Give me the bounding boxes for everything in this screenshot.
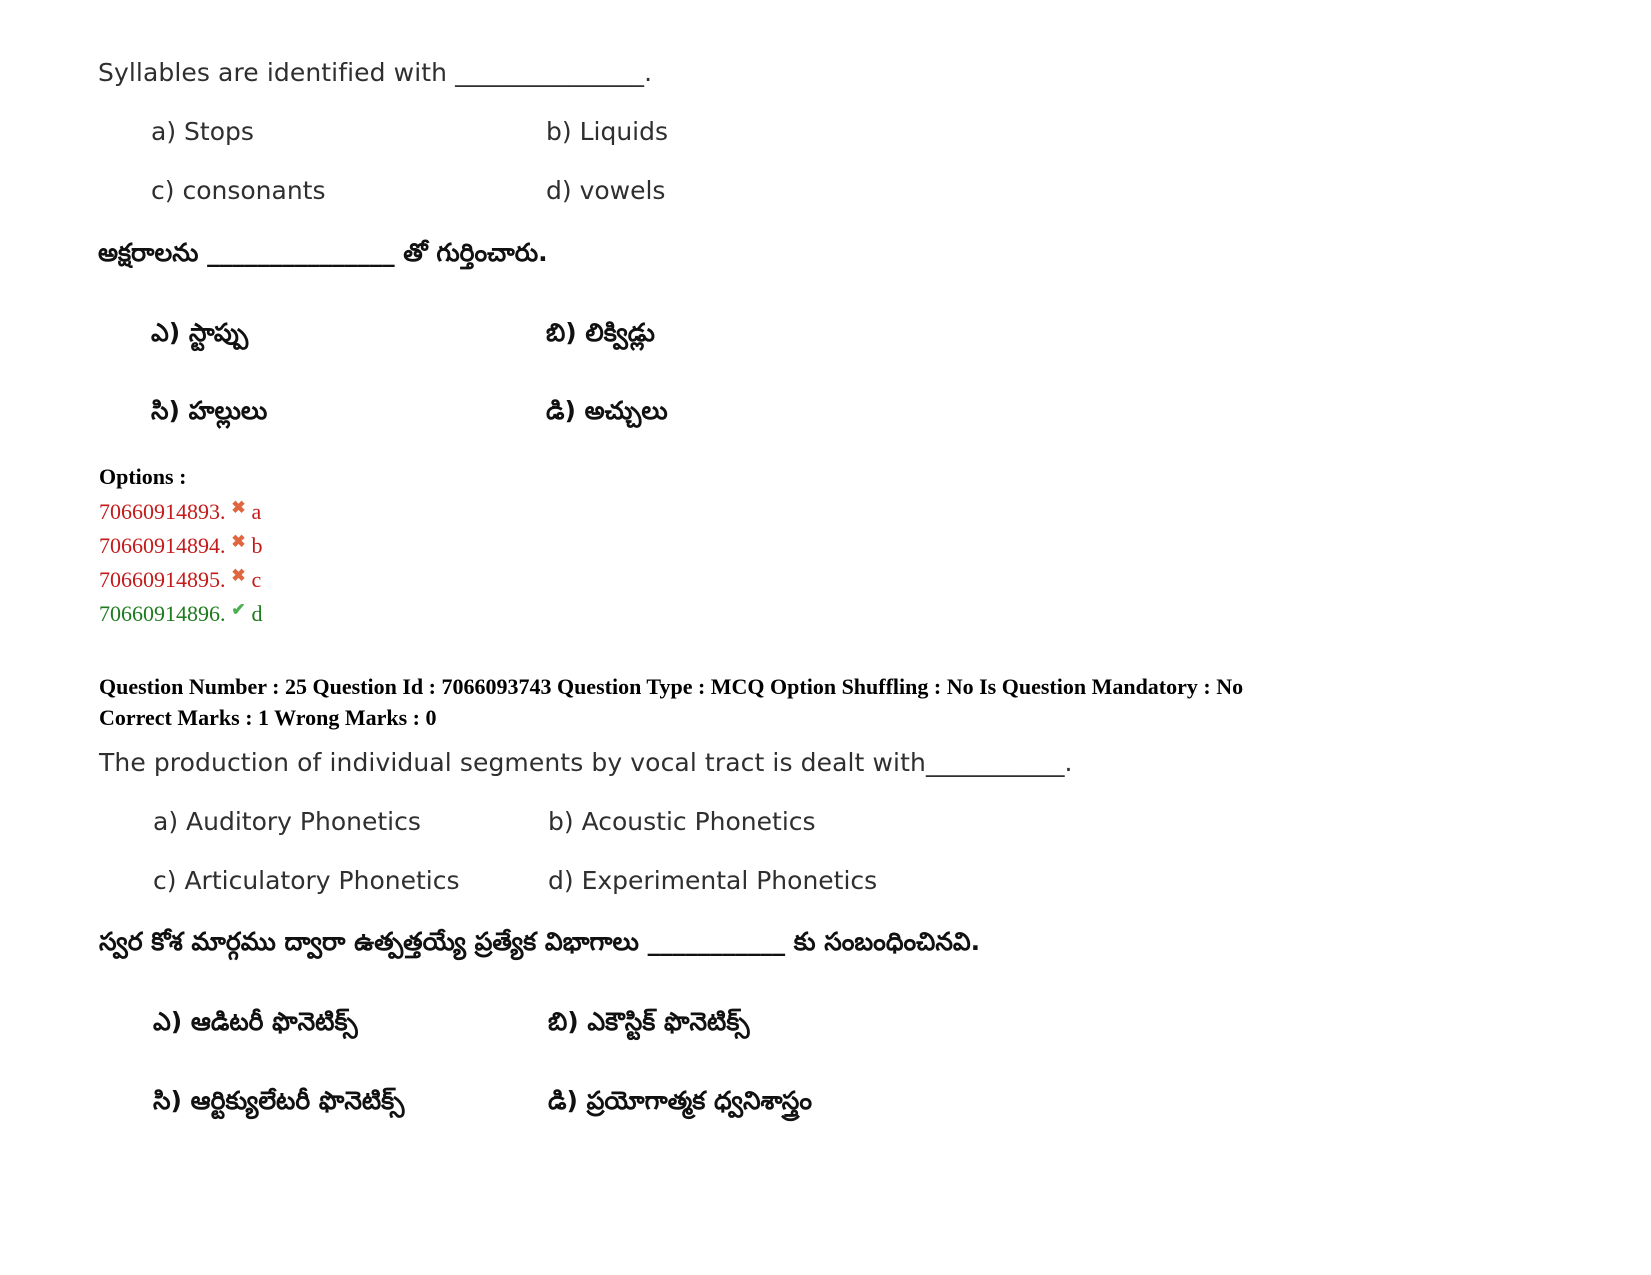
q25-english-option-b: b) Acoustic Phonetics bbox=[548, 807, 816, 836]
q24-english-option-d: d) vowels bbox=[546, 176, 666, 205]
cross-icon: ✖ bbox=[231, 566, 246, 585]
answer-option bbox=[99, 499, 261, 525]
answer-option bbox=[99, 533, 263, 559]
q25-english-option-a: a) Auditory Phonetics bbox=[153, 807, 421, 836]
q24-telugu-option-a: ఎ) స్టాప్పు bbox=[151, 318, 249, 347]
answer-option-letter: c bbox=[251, 567, 262, 592]
q25-english-option-c: c) Articulatory Phonetics bbox=[153, 866, 460, 895]
answer-option-correct bbox=[99, 601, 263, 627]
q24-telugu-option-c: సి) హల్లులు bbox=[151, 396, 268, 425]
cross-icon: ✖ bbox=[231, 532, 246, 551]
q25-telugu-option-c: సి) ఆర్టిక్యులేటరీ ఫొనెటిక్స్ bbox=[153, 1086, 405, 1115]
check-icon: ✔ bbox=[231, 600, 246, 619]
q24-telugu-question: అక్షరాలను _______________ తో గుర్తించారు. bbox=[98, 238, 548, 267]
options-label: Options : bbox=[99, 464, 187, 489]
q25-english-question: The production of individual segments by vocal tract is dealt with___________. bbox=[99, 748, 1073, 777]
q25-meta-line-2: Correct Marks : 1 Wrong Marks : 0 bbox=[99, 705, 437, 730]
q24-telugu-option-b: బి) లిక్విడ్లు bbox=[546, 318, 655, 347]
q25-english-option-d: d) Experimental Phonetics bbox=[548, 866, 878, 895]
answer-option-letter: d bbox=[251, 601, 263, 626]
q24-english-option-b: b) Liquids bbox=[546, 117, 668, 146]
answer-option-letter: b bbox=[251, 533, 263, 558]
q24-telugu-option-d: డి) అచ్చులు bbox=[546, 396, 668, 425]
answer-option-id: 70660914895. bbox=[99, 567, 226, 592]
answer-option bbox=[99, 567, 261, 593]
cross-icon: ✖ bbox=[231, 498, 246, 517]
q24-english-option-c: c) consonants bbox=[151, 176, 326, 205]
q25-meta-line-1: Question Number : 25 Question Id : 7066093743 Question Type : MCQ Option Shuffling : No Is Question Mandatory : No bbox=[99, 674, 1244, 699]
answer-option-id: 70660914894. bbox=[99, 533, 226, 558]
q25-telugu-option-b: బి) ఎకౌస్టిక్ ఫొనెటిక్స్ bbox=[548, 1007, 750, 1036]
answer-option-letter: a bbox=[251, 499, 262, 524]
answer-option-id: 70660914893. bbox=[99, 499, 226, 524]
q24-english-question: Syllables are identified with _______________. bbox=[98, 58, 653, 87]
q25-telugu-option-a: ఎ) ఆడిటరీ ఫొనెటిక్స్ bbox=[153, 1007, 358, 1036]
q24-english-option-a: a) Stops bbox=[151, 117, 254, 146]
answer-option-id: 70660914896. bbox=[99, 601, 226, 626]
q25-telugu-question: స్వర కోశ మార్గము ద్వారా ఉత్పత్తయ్యే ప్రత్యేక విభాగాలు ___________ కు సంబంధించినవి. bbox=[99, 927, 981, 956]
q25-telugu-option-d: డి) ప్రయోగాత్మక ధ్వనిశాస్త్రం bbox=[548, 1086, 813, 1115]
